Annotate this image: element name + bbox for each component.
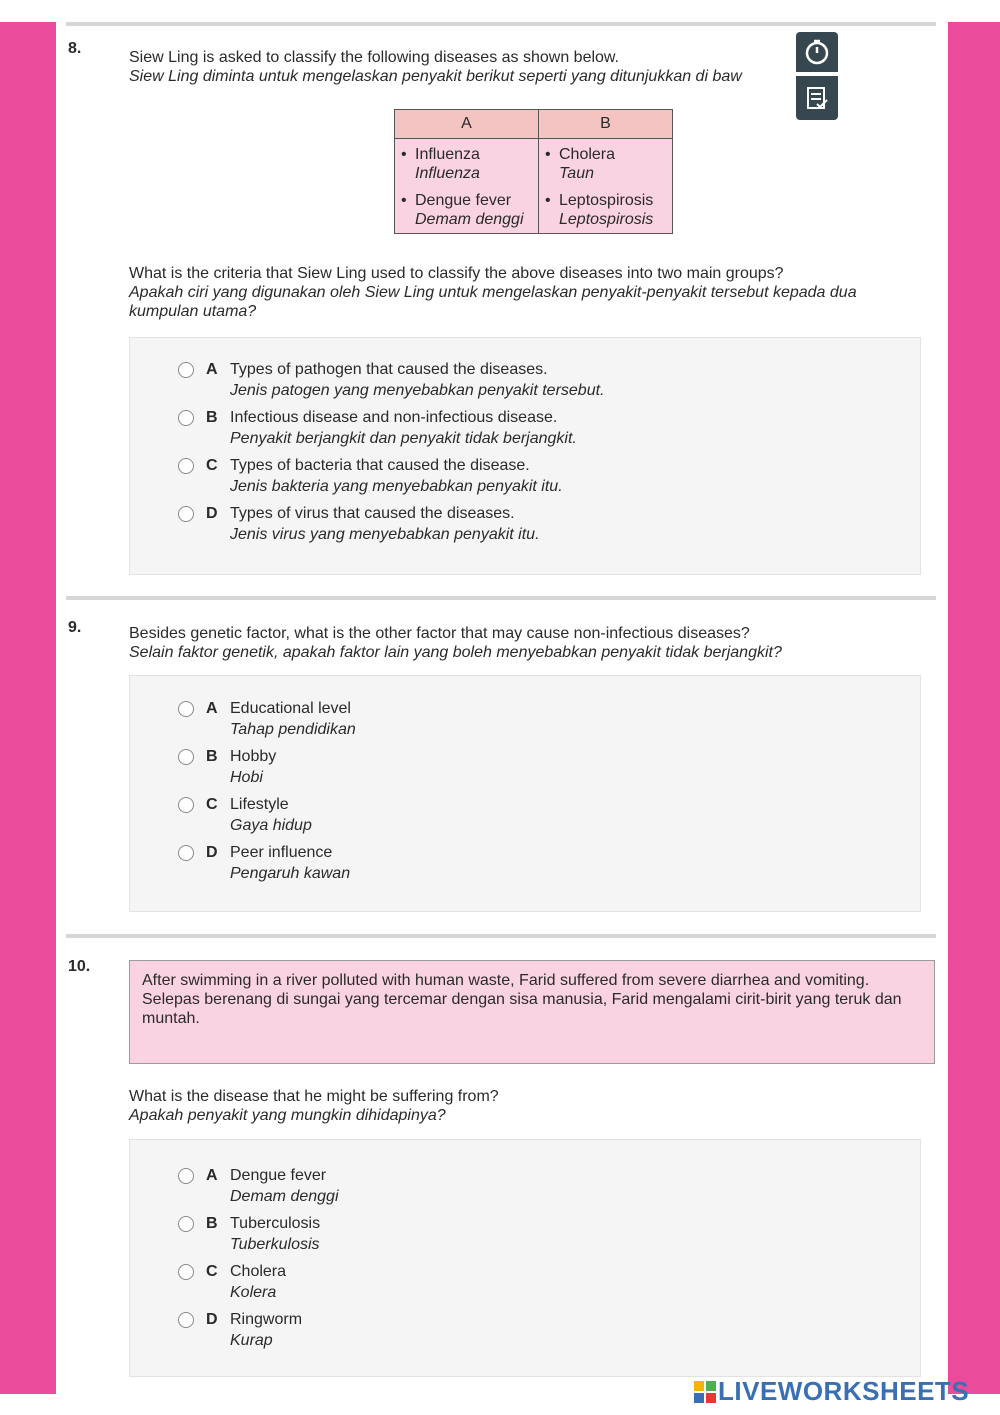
option-text-en: Types of pathogen that caused the diseases. [230,361,548,378]
item-ms: Demam denggi [415,211,524,228]
option-letter: D [206,844,218,861]
option-text-en: Cholera [230,1263,287,1280]
option-letter: A [206,700,218,717]
q8-intro-ms: Siew Ling diminta untuk mengelaskan penyakit berikut seperti yang ditunjukkan di baw [129,68,742,85]
q8-question [129,264,919,321]
option-letter: D [206,505,218,522]
option-text-ms: Penyakit berjangkit dan penyakit tidak berjangkit. [230,430,577,447]
q10-scenario-ms: Selepas berenang di sungai yang tercemar dengan sisa manusia, Farid mengalami cirit-birit yang teruk dan muntah. [142,991,902,1027]
table-item: • Dengue fever Demam denggi [401,191,532,229]
radio-button[interactable] [178,701,194,717]
option-text-en: Types of bacteria that caused the disease. [230,457,530,474]
checklist-icon [803,84,831,112]
checklist-button[interactable] [796,76,838,120]
option-letter: B [206,1215,218,1232]
radio-button[interactable] [178,1264,194,1280]
q9-question-en: Besides genetic factor, what is the other factor that may cause non-infectious diseases? [129,625,750,642]
q10-question-ms: Apakah penyakit yang mungkin dihidapinya? [129,1107,446,1124]
q10-question [129,1087,929,1125]
table-cell-b [539,139,673,234]
table-item: • Cholera Taun [545,145,666,183]
option-text-ms: Jenis patogen yang menyebabkan penyakit tersebut. [230,382,605,399]
q8-question-ms: Apakah ciri yang digunakan oleh Siew Ling untuk mengelaskan penyakit-penyakit tersebut kepada dua kumpulan utama? [129,284,857,320]
liveworksheets-logo [694,1376,969,1407]
q10-question-en: What is the disease that he might be suffering from? [129,1088,499,1105]
divider-q9 [66,596,936,600]
option-letter: C [206,1263,218,1280]
option-text-ms: Kurap [230,1332,273,1349]
item-en: Cholera [559,146,616,163]
item-en: Leptospirosis [559,192,654,209]
divider-q10 [66,934,936,938]
logo-text: LIVEWORKSHEETS [718,1376,970,1406]
item-ms: Influenza [415,165,480,182]
table-cell-a [395,139,539,234]
divider-top [66,22,936,26]
radio-button[interactable] [178,1312,194,1328]
item-ms: Taun [559,165,594,182]
option-letter: B [206,748,218,765]
radio-button[interactable] [178,506,194,522]
option-text-ms: Kolera [230,1284,277,1301]
option-text-en: Hobby [230,748,277,765]
option-text-en: Tuberculosis [230,1215,321,1232]
table-item: • Leptospirosis Leptospirosis [545,191,666,229]
q9-number: 9. [68,619,82,636]
radio-button[interactable] [178,458,194,474]
option-text-ms: Jenis bakteria yang menyebabkan penyakit itu. [230,478,563,495]
option-text-ms: Demam denggi [230,1188,339,1205]
radio-button[interactable] [178,797,194,813]
q8-options [129,337,921,575]
option-letter: A [206,1167,218,1184]
q8-question-en: What is the criteria that Siew Ling used to classify the above diseases into two main groups? [129,265,784,282]
timer-icon [803,38,831,66]
option-text-ms: Tahap pendidikan [230,721,356,738]
option-text-ms: Gaya hidup [230,817,312,834]
option-letter: C [206,457,218,474]
radio-button[interactable] [178,749,194,765]
q9-question-ms: Selain faktor genetik, apakah faktor lain yang boleh menyebabkan penyakit tidak berjangkit? [129,644,782,661]
option-text-ms: Jenis virus yang menyebabkan penyakit itu. [230,526,540,543]
timer-button[interactable] [796,32,838,72]
q10-number: 10. [68,958,91,975]
q10-scenario-box [129,960,935,1064]
right-accent-bar [948,22,1000,1394]
item-en: Dengue fever [415,192,512,209]
option-letter: A [206,361,218,378]
table-header-a: A [395,110,539,139]
radio-button[interactable] [178,410,194,426]
option-text-en: Peer influence [230,844,333,861]
option-text-en: Dengue fever [230,1167,327,1184]
option-text-en: Educational level [230,700,351,717]
radio-button[interactable] [178,1216,194,1232]
q8-intro [129,48,789,86]
q9-options [129,675,921,912]
q9-question [129,624,929,662]
option-text-en: Types of virus that caused the diseases. [230,505,515,522]
q8-number: 8. [68,40,82,57]
radio-button[interactable] [178,362,194,378]
disease-classification-table [394,109,673,234]
radio-button[interactable] [178,1168,194,1184]
table-item: • Influenza Influenza [401,145,532,183]
option-letter: C [206,796,218,813]
item-en: Influenza [415,146,480,163]
option-text-ms: Hobi [230,769,263,786]
radio-button[interactable] [178,845,194,861]
option-text-ms: Pengaruh kawan [230,865,351,882]
table-header-b: B [539,110,673,139]
option-text-en: Ringworm [230,1311,303,1328]
option-text-ms: Tuberkulosis [230,1236,320,1253]
option-letter: B [206,409,218,426]
q10-scenario-en: After swimming in a river polluted with human waste, Farid suffered from severe diarrhea and vomiting. [142,972,870,989]
q10-options [129,1139,921,1377]
option-text-en: Infectious disease and non-infectious disease. [230,409,558,426]
q8-intro-en: Siew Ling is asked to classify the following diseases as shown below. [129,49,620,66]
option-text-en: Lifestyle [230,796,289,813]
item-ms: Leptospirosis [559,211,654,228]
option-letter: D [206,1311,218,1328]
left-accent-bar [0,22,56,1394]
logo-mark-icon [694,1381,716,1403]
